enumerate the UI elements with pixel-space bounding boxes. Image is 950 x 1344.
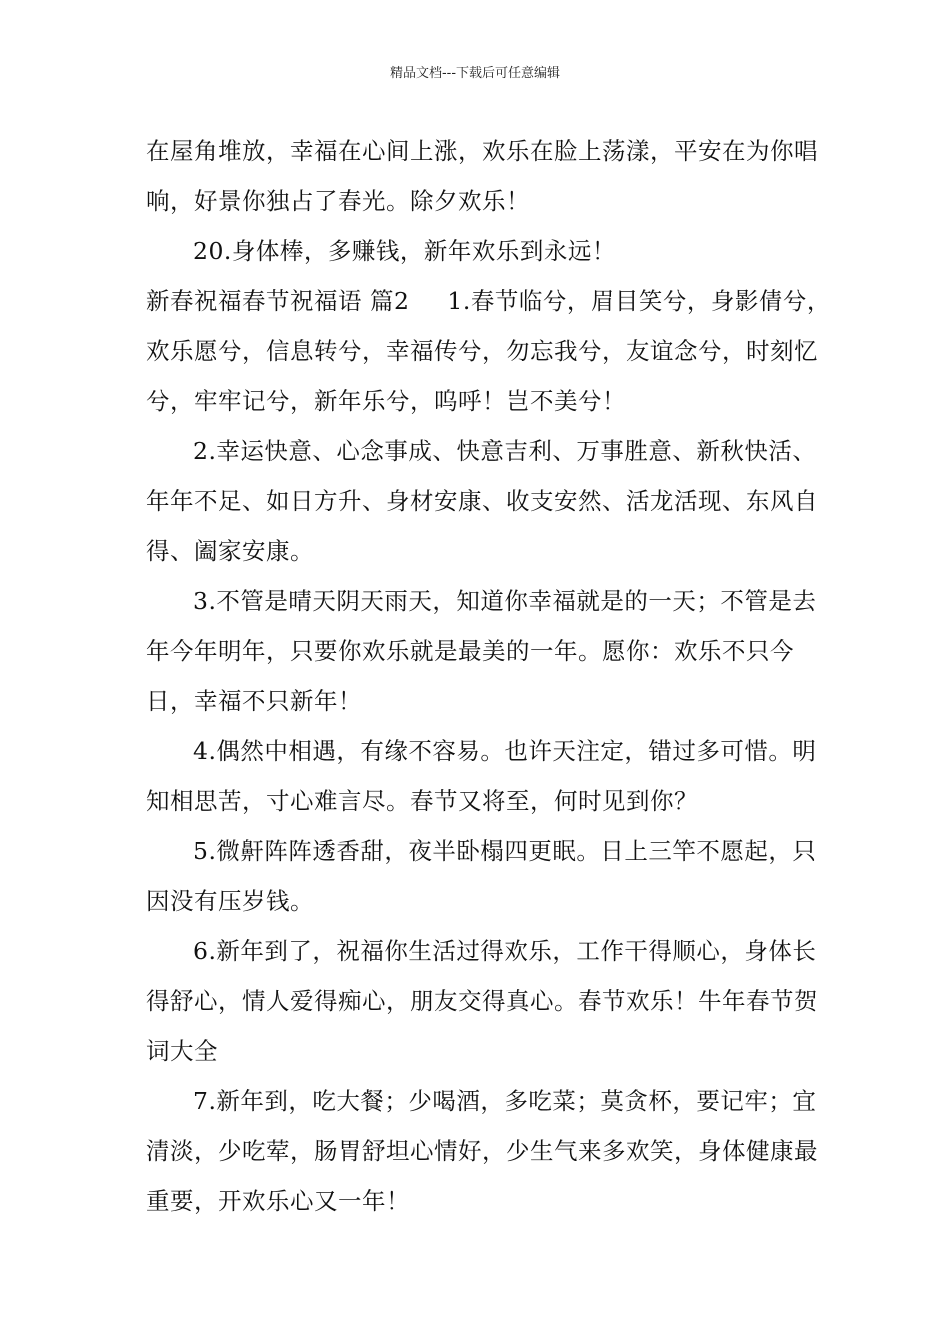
section-heading: 新春祝福春节祝福语 篇2 bbox=[146, 287, 410, 315]
paragraph-item-2: 2.幸运快意、心念事成、快意吉利、万事胜意、新秋快活、年年不足、如日方升、身材安康、收支安然、活龙活现、东风自得、阖家安康。 bbox=[146, 437, 818, 565]
paragraph-item-4: 4.偶然中相遇，有缘不容易。也许天注定，错过多可惜。明知相思苦，寸心难言尽。春节又将至，何时见到你？ bbox=[146, 737, 817, 815]
paragraph-item-20: 20.身体棒，多赚钱，新年欢乐到永远！ bbox=[193, 237, 616, 265]
page-header: 精品文档---下载后可任意编辑 bbox=[389, 66, 561, 81]
paragraph-item-3: 3.不管是晴天阴天雨天，知道你幸福就是的一天；不管是去年今年明年，只要你欢乐就是最美的一年。愿你：欢乐不只今日，幸福不只新年！ bbox=[146, 587, 817, 715]
paragraph-item-1: 1.春节临兮，眉目笑兮，身影倩兮，欢乐愿兮，信息转兮，幸福传兮，勿忘我兮，友谊念兮，时刻忆兮，牢牢记兮，新年乐兮，呜呼！岂不美兮！ bbox=[146, 287, 831, 415]
document-body bbox=[146, 126, 836, 1226]
paragraph-item-6: 6.新年到了，祝福你生活过得欢乐，工作干得顺心，身体长得舒心，情人爱得痴心，朋友交得真心。春节欢乐！牛年春节贺词大全 bbox=[146, 937, 818, 1065]
paragraph-item-5: 5.微鼾阵阵透香甜，夜半卧榻四更眠。日上三竿不愿起，只因没有压岁钱。 bbox=[146, 837, 817, 915]
paragraph-section-start bbox=[146, 276, 836, 426]
paragraph-continuation: 在屋角堆放，幸福在心间上涨，欢乐在脸上荡漾，平安在为你唱响，好景你独占了春光。除夕欢乐！ bbox=[146, 137, 818, 215]
paragraph-item-7: 7.新年到，吃大餐；少喝酒，多吃菜；莫贪杯，要记牢；宜清淡，少吃荤，肠胃舒坦心情好，少生气来多欢笑，身体健康最重要，开欢乐心又一年！ bbox=[146, 1087, 818, 1215]
